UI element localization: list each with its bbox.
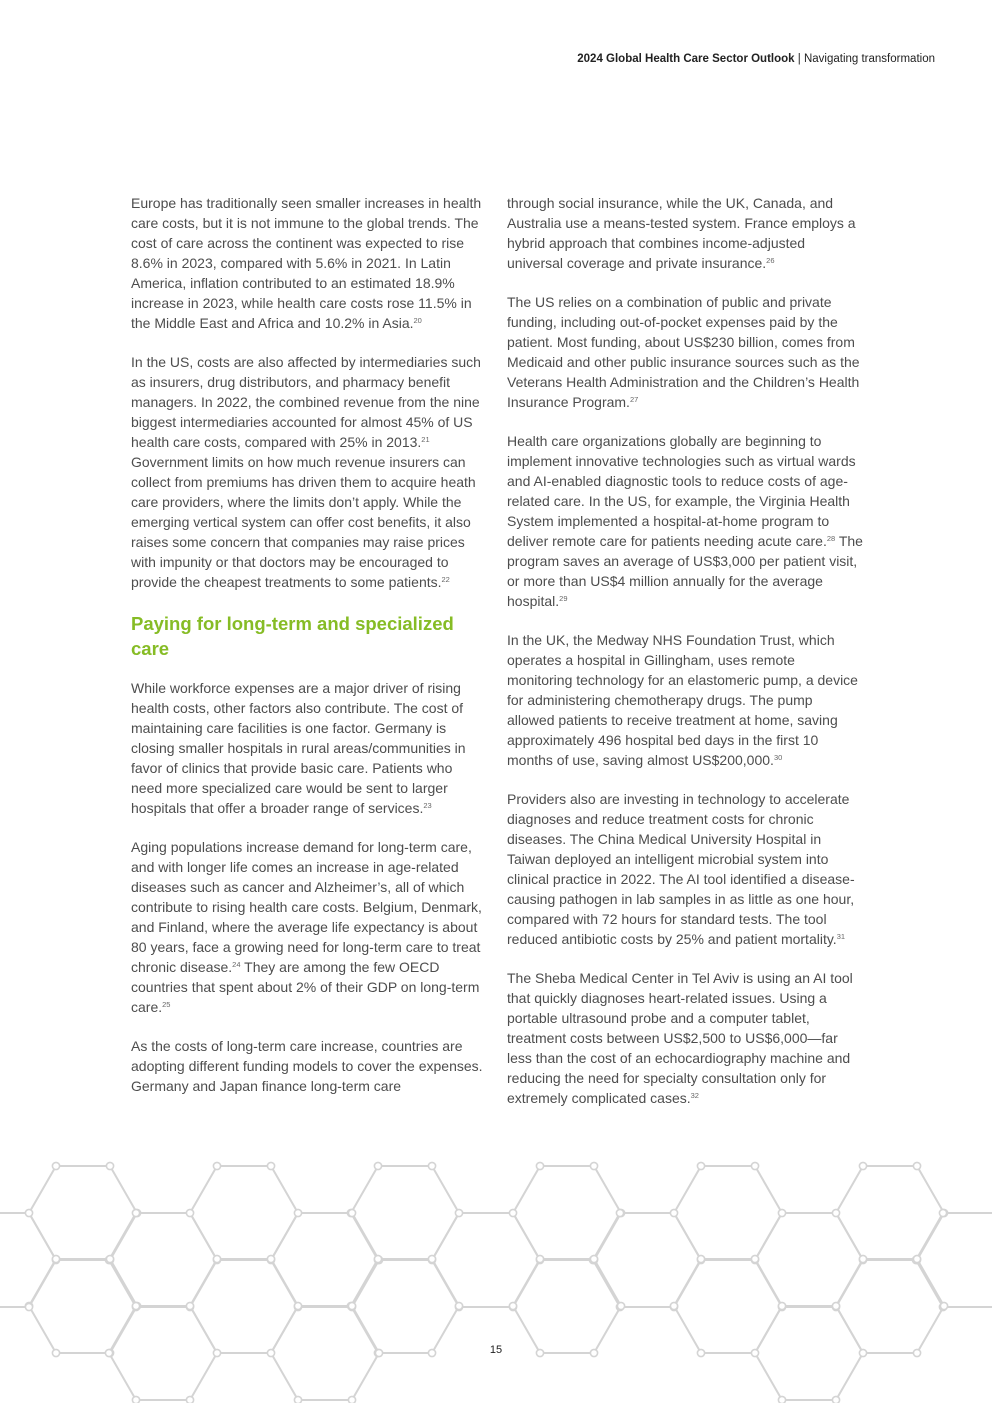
hexagon-node: [617, 1302, 624, 1309]
hexagon-node: [590, 1255, 597, 1262]
footnote-ref: 22: [441, 575, 450, 584]
hexagon-node: [913, 1255, 920, 1262]
hexagon-cell: [432, 1213, 540, 1307]
hexagon-node: [186, 1396, 193, 1403]
footnote-ref: 24: [232, 960, 241, 969]
hexagon-node: [294, 1302, 301, 1309]
hexagon-cell: [836, 1166, 944, 1260]
hexagon-node: [106, 1255, 113, 1262]
hexagon-node: [186, 1302, 193, 1309]
paragraph-text: Providers also are investing in technology to accelerate diagnoses and reduce treatment costs for chronic diseases. The China Medical University Hospital in Taiwan deployed an intelligent microbial system into clinical practice in 2022. The AI tool identified a disease-causing pathogen in lab samples in as little as one hour, compared with 72 hours for standard tests. The tool reduced antibiotic costs by 25% and patient mortality.: [507, 791, 855, 947]
paragraph-text: In the US, costs are also affected by intermediaries such as insurers, drug distributors, and pharmacy benefit managers. In 2022, the combined revenue from the nine biggest intermediaries accounted for almost 45% of US health care costs, compared with 25% in 2013.: [131, 354, 481, 450]
paragraph-medway-nhs: [507, 630, 863, 770]
paragraph-funding-models: [131, 1036, 487, 1096]
right-column: [507, 193, 863, 1127]
paragraph-text: The Sheba Medical Center in Tel Aviv is using an AI tool that quickly diagnoses heart-related issues. Using a portable ultrasound probe and a computer tablet, treatment costs between US$2,500 to US$6,000—far less than the cost of an echocardiography machine and reducing the need for specialty consultation only for extremely complicated cases.: [507, 970, 853, 1106]
hexagon-node: [25, 1209, 32, 1216]
paragraph-aging-populations: [131, 837, 487, 1017]
hexagon-node: [213, 1162, 220, 1169]
hexagon-node: [778, 1209, 785, 1216]
hexagon-node: [590, 1162, 597, 1169]
hexagon-node: [832, 1396, 839, 1403]
footnote-ref: 26: [766, 256, 775, 265]
hexagon-cell: [674, 1259, 782, 1353]
hexagon-node: [348, 1396, 355, 1403]
hexagon-node: [939, 1209, 946, 1216]
footnote-ref: 27: [629, 395, 639, 404]
footnote-ref: 32: [690, 1091, 699, 1100]
header-separator: |: [794, 53, 804, 65]
hexagon-node: [132, 1396, 139, 1403]
hexagon-node: [509, 1302, 516, 1309]
hexagon-node: [913, 1162, 920, 1169]
hexagon-cell: [190, 1259, 298, 1353]
hexagon-node: [509, 1209, 516, 1216]
footnote-ref: 29: [559, 594, 568, 603]
paragraph-text: In the UK, the Medway NHS Foundation Trust, which operates a hospital in Gillingham, uses remote monitoring technology for an elastomeric pump, a device for administering chemotherapy drugs. The pump allowed patients to receive treatment at home, saving approximately 496 hospital bed days in the first 10 months of use, saving almost US$200,000.: [507, 632, 858, 768]
footnote-ref: 31: [836, 932, 846, 941]
hexagon-node: [751, 1162, 758, 1169]
hexagon-node: [267, 1162, 274, 1169]
hexagon-node: [186, 1209, 193, 1216]
footnote-ref: 20: [413, 316, 422, 325]
hexagon-node: [455, 1209, 462, 1216]
hexagon-cell: [513, 1166, 621, 1260]
hexagon-node: [52, 1162, 59, 1169]
left-column: [131, 193, 487, 1115]
footnote-ref: 23: [423, 801, 432, 810]
page-header: [577, 53, 935, 65]
hexagon-cell: [755, 1213, 863, 1307]
paragraph-text: Health care organizations globally are beginning to implement innovative technologies such as virtual wards and AI-enabled diagnostic tools to reduce costs of age-related care. In the US, for example, the Virginia Health System implemented a hospital-at-home program to deliver remote care for patients needing acute care.: [507, 433, 856, 549]
hexagon-node: [859, 1255, 866, 1262]
paragraph-us-funding: [507, 292, 863, 412]
hexagon-cell: [271, 1213, 379, 1307]
paragraph-text: Aging populations increase demand for long-term care, and with longer life comes an increase in age-related diseases such as cancer and Alzheimer’s, all of which contribute to rising health care costs. Belgium, Denmark, and Finland, where the average life expectancy is about 80 years, face a growing need for long-term care to treat chronic disease.: [131, 839, 482, 975]
hexagon-cell: [29, 1259, 137, 1353]
paragraph-sheba-medical: [507, 968, 863, 1108]
report-subtitle: Navigating transformation: [803, 53, 935, 65]
hexagon-cell: [513, 1259, 621, 1353]
hexagon-node: [940, 1302, 947, 1309]
hexagon-node: [428, 1162, 435, 1169]
paragraph-europe-costs: [131, 193, 487, 333]
hexagon-node: [52, 1255, 59, 1262]
footnote-ref: 28: [826, 534, 836, 543]
section-heading: Paying for long-term and specialized care: [131, 613, 454, 659]
hexagon-cell: [916, 1213, 992, 1307]
hexagon-node: [670, 1209, 677, 1216]
paragraph-text: through social insurance, while the UK, Canada, and Australia use a means-tested system. France employs a hybrid approach that combines income-adjusted universal coverage and private insurance.: [507, 195, 856, 271]
hexagon-node: [25, 1303, 32, 1310]
hexagon-node: [455, 1302, 462, 1309]
hexagon-node: [832, 1209, 839, 1216]
paragraph-text: The program saves an average of US$3,000 per patient visit, or more than US$4 million annually for the average hospital.: [507, 533, 863, 609]
hexagon-node: [374, 1162, 381, 1169]
hexagon-node: [697, 1255, 704, 1262]
paragraph-text: Europe has traditionally seen smaller increases in health care costs, but it is not immune to the global trends. The cost of care across the continent was expected to rise 8.6% in 2023, compared with 5.6% in 2021. In Latin America, inflation contributed to an estimated 18.9% increase in 2023, while health care costs rose 11.5% in the Middle East and Africa and 10.2% in Asia.: [131, 195, 482, 331]
hexagon-node: [778, 1302, 785, 1309]
hexagon-node: [536, 1255, 543, 1262]
hexagon-cell: [190, 1166, 298, 1260]
footnote-ref: 25: [162, 1000, 171, 1009]
hexagon-cell: [593, 1213, 701, 1307]
hexagon-node: [132, 1302, 139, 1309]
paragraph-us-intermediaries: [131, 352, 487, 592]
hexagon-node: [859, 1162, 866, 1169]
hexagon-cell: [29, 1166, 137, 1260]
paragraph-text: As the costs of long-term care increase, countries are adopting different funding models to cover the expenses. Germany and Japan finance long-term care: [131, 1038, 483, 1094]
hexagon-node: [294, 1209, 301, 1216]
hexagon-lines: [0, 1166, 992, 1400]
hexagon-cell: [351, 1259, 459, 1353]
hexagon-cell: [351, 1166, 459, 1260]
hexagon-cell: [674, 1166, 782, 1260]
hexagon-node: [616, 1209, 623, 1216]
hexagon-cell: [0, 1213, 56, 1307]
paragraph-innovative-technologies: [507, 431, 863, 611]
paragraph-text: Government limits on how much revenue insurers can collect from premiums has driven them to acquire heath care providers, where the limits don’t apply. While the emerging vertical system can offer cost benefits, it also raises some concern that companies may raise prices with impunity or that doctors may be encouraged to provide the cheapest treatments to some patients.: [131, 454, 476, 590]
hexagon-node: [106, 1162, 113, 1169]
hexagon-node: [778, 1396, 785, 1403]
hexagon-node: [267, 1255, 274, 1262]
paragraph-social-insurance: [507, 193, 863, 273]
hexagon-node: [697, 1162, 704, 1169]
hexagon-node: [213, 1255, 220, 1262]
report-title: 2024 Global Health Care Sector Outlook: [577, 53, 795, 65]
paragraph-text: While workforce expenses are a major driver of rising health costs, other factors also contribute. The cost of maintaining care facilities is one factor. Germany is closing smaller hospitals in rural areas/communities in favor of clinics that provide basic care. Patients who need more specialized care would be sent to larger hospitals that offer a broader range of services.: [131, 680, 466, 816]
hexagon-node: [832, 1302, 839, 1309]
hexagon-cell: [836, 1259, 944, 1353]
footnote-ref: 21: [421, 435, 430, 444]
hexagon-node: [670, 1302, 677, 1309]
hexagon-node: [348, 1302, 355, 1309]
hexagon-node: [294, 1396, 301, 1403]
hexagon-node: [348, 1209, 355, 1216]
paragraph-care-facilities: [131, 678, 487, 818]
paragraph-china-medical: [507, 789, 863, 949]
hexagon-node: [132, 1209, 139, 1216]
hexagon-pattern-decoration: [0, 1155, 992, 1403]
hexagon-node: [428, 1255, 435, 1262]
hexagon-node: [536, 1162, 543, 1169]
hexagon-node: [751, 1255, 758, 1262]
hexagon-node: [374, 1255, 381, 1262]
hexagon-cell: [109, 1213, 217, 1307]
paragraph-text: The US relies on a combination of public and private funding, including out-of-pocket expenses paid by the patient. Most funding, about US$230 billion, comes from Medicaid and other public insurance sources such as the Veterans Health Administration and the Children’s Health Insurance Program.: [507, 294, 860, 410]
paragraph-text: They are among the few OECD countries that spent about 2% of their GDP on long-term care.: [131, 959, 480, 1015]
page-number: 15: [489, 1344, 503, 1356]
footnote-ref: 30: [773, 753, 783, 762]
